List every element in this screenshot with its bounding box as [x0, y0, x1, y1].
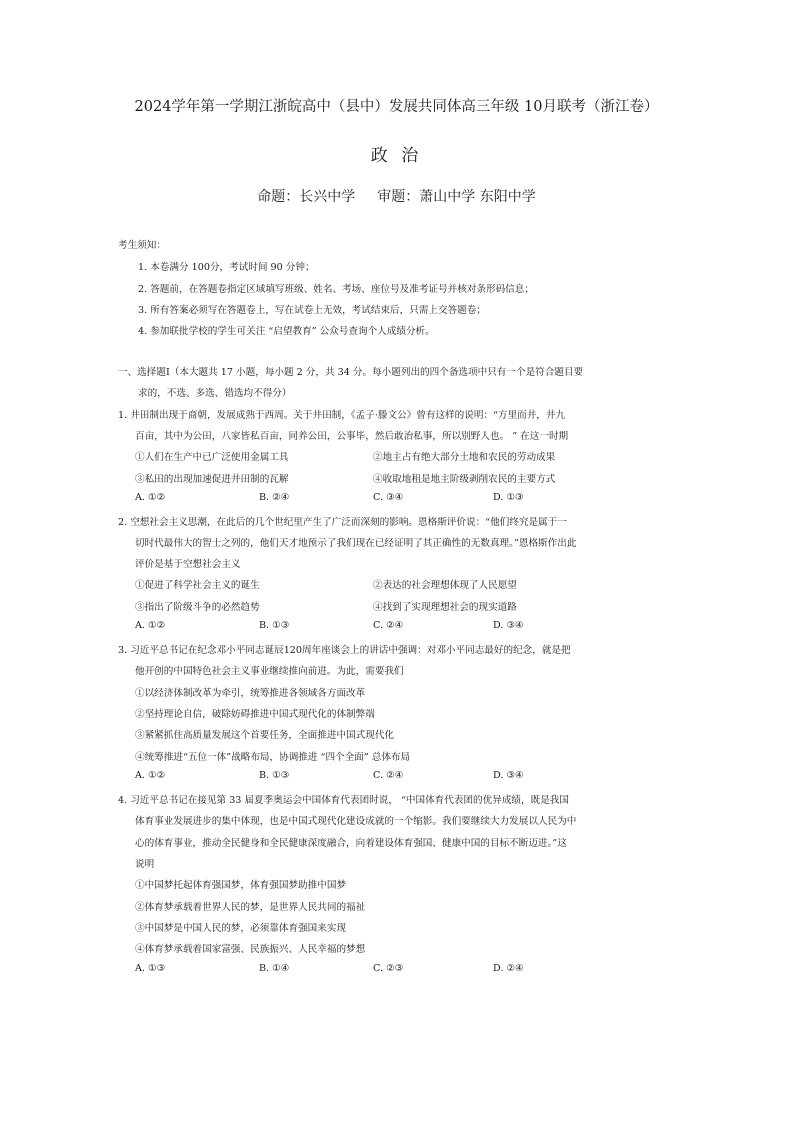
notice-item: 1. 本卷满分 100分，考试时间 90 分钟； [138, 262, 315, 273]
choice-b: B. ①④ [259, 963, 290, 974]
subject-title: 政 治 [370, 146, 423, 166]
question-3-stem: 他开创的中国特色社会主义事业继续推向前进。为此，需要我们 [135, 666, 404, 677]
option-2: ②表达的社会理想体现了人民愿望 [373, 580, 517, 591]
question-3-stem: 3. 习近平总书记在纪念邓小平同志诞辰120周年座谈会上的讲话中强调：对邓小平同志最好的纪念，就是把 [118, 645, 571, 656]
choice-c: C. ③④ [373, 492, 404, 503]
choice-d: D. ②④ [493, 963, 524, 974]
notice-item: 3. 所有答案必须写在答题卷上，写在试卷上无效，考试结束后，只需上交答题卷； [138, 305, 486, 316]
question-4-stem: 体育事业发展进步的集中体现，也是中国式现代化建设成就的一个缩影。我们要继续大力发展以人民为中 [135, 816, 577, 827]
question-4-stem: 说明 [135, 859, 155, 870]
notice-item: 4. 参加联批学校的学生可关注 “启望教育” 公众号查询个人成绩分析。 [138, 326, 435, 337]
option-3: ③指出了阶级斗争的必然趋势 [135, 602, 260, 613]
option-4: ④找到了实现理想社会的现实道路 [373, 602, 517, 613]
question-4-stem: 心的体育事业，推动全民健身和全民健康深度融合，向着建设体育强国、健康中国的目标不断迈进。”这 [135, 838, 567, 849]
choice-d: D. ③④ [493, 620, 524, 631]
question-4-option-2: ②体育梦承载着世界人民的梦，是世界人民共同的福祉 [135, 902, 366, 913]
option-2: ②地主占有绝大部分土地和农民的劳动成果 [373, 452, 556, 463]
choice-b: B. ①③ [259, 620, 290, 631]
question-1-options [135, 449, 655, 463]
choice-a: A. ①② [135, 492, 166, 503]
choice-a: A. ①③ [135, 963, 166, 974]
notice-heading: 考生须知： [118, 240, 166, 251]
question-2-stem: 评价是基于空想社会主义 [135, 559, 241, 570]
question-2-stem: 2. 空想社会主义思潮，在此后的几个世纪里产生了广泛而深刻的影响。恩格斯评价说：“他们终究是属于一 [118, 517, 567, 528]
question-1-options [135, 471, 655, 485]
question-2-options [135, 599, 655, 613]
option-3: ③私田的出现加速促进井田制的瓦解 [135, 474, 289, 485]
question-2-options [135, 577, 655, 591]
question-1-stem: 1. 井田制出现于商朝，发展成熟于西周。关于井田制，《孟子·滕文公》曾有这样的说明：“方里而井，井九 [118, 410, 566, 421]
question-1-choices [135, 492, 655, 506]
authors-line [0, 186, 793, 206]
question-4-option-3: ③中国梦是中国人民的梦，必须靠体育强国来实现 [135, 923, 347, 934]
choice-d: D. ③④ [493, 770, 524, 781]
section-heading: 一、选择题Ⅰ（本大题共 17 小题，每小题 2 分，共 34 分。每小题列出的四个备选项中只有一个是符合题目要 [118, 367, 584, 378]
question-1-stem: 百亩，其中为公田，八家皆私百亩，同养公田，公事毕，然后敢治私事，所以别野人也。 ” 在这一时期 [135, 431, 569, 442]
option-1: ①促进了科学社会主义的诞生 [135, 580, 260, 591]
proposer: 命题：长兴中学 [257, 189, 356, 205]
section-heading-cont: 求的，不选、多选、错选均不得分） [138, 388, 292, 399]
choice-b: B. ①③ [259, 770, 290, 781]
question-2-choices [135, 620, 655, 634]
choice-a: A. ①② [135, 620, 166, 631]
question-3-choices [135, 770, 655, 784]
question-3-option-2: ②坚持理论自信，破除妨碍推进中国式现代化的体制弊端 [135, 709, 375, 720]
question-4-option-1: ①中国梦托起体育强国梦，体育强国梦助推中国梦 [135, 880, 347, 891]
question-4-option-4: ④体育梦承载着国家富强、民族振兴、人民幸福的梦想 [135, 944, 366, 955]
choice-c: C. ②④ [373, 770, 404, 781]
option-1: ①人们在生产中已广泛使用金属工具 [135, 452, 289, 463]
choice-a: A. ①② [135, 770, 166, 781]
choice-d: D. ①③ [493, 492, 524, 503]
choice-c: C. ②④ [373, 620, 404, 631]
choice-b: B. ②④ [259, 492, 290, 503]
question-3-option-1: ①以经济体制改革为牵引，统筹推进各领域各方面改革 [135, 688, 366, 699]
question-4-choices [135, 963, 655, 977]
question-3-option-3: ③紧紧抓住高质量发展这个首要任务，全面推进中国式现代化 [135, 730, 395, 741]
choice-c: C. ②③ [373, 963, 404, 974]
question-3-option-4: ④统筹推进“五位一体”战略布局，协调推进 “四个全面” 总体布局 [135, 752, 411, 763]
option-4: ④收取地租是地主阶级剥削农民的主要方式 [373, 474, 556, 485]
notice-item: 2. 答题前，在答题卷指定区域填写班级、姓名、考场、座位号及准考证号并核对条形码信息； [138, 284, 534, 295]
exam-title: 2024学年第一学期江浙皖高中（县中）发展共同体高三年级 10月联考（浙江卷） [134, 99, 659, 115]
question-4-stem: 4. 习近平总书记在接见第 33 届夏季奥运会中国体育代表团时说， “中国体育代表团的优异成绩，既是我国 [118, 795, 569, 806]
reviewer: 审题：萧山中学 东阳中学 [377, 189, 536, 205]
question-2-stem: 切时代最伟大的智士之列的，他们天才地预示了我们现在已经证明了其正确性的无数真理。”恩格斯作出此 [135, 538, 577, 549]
